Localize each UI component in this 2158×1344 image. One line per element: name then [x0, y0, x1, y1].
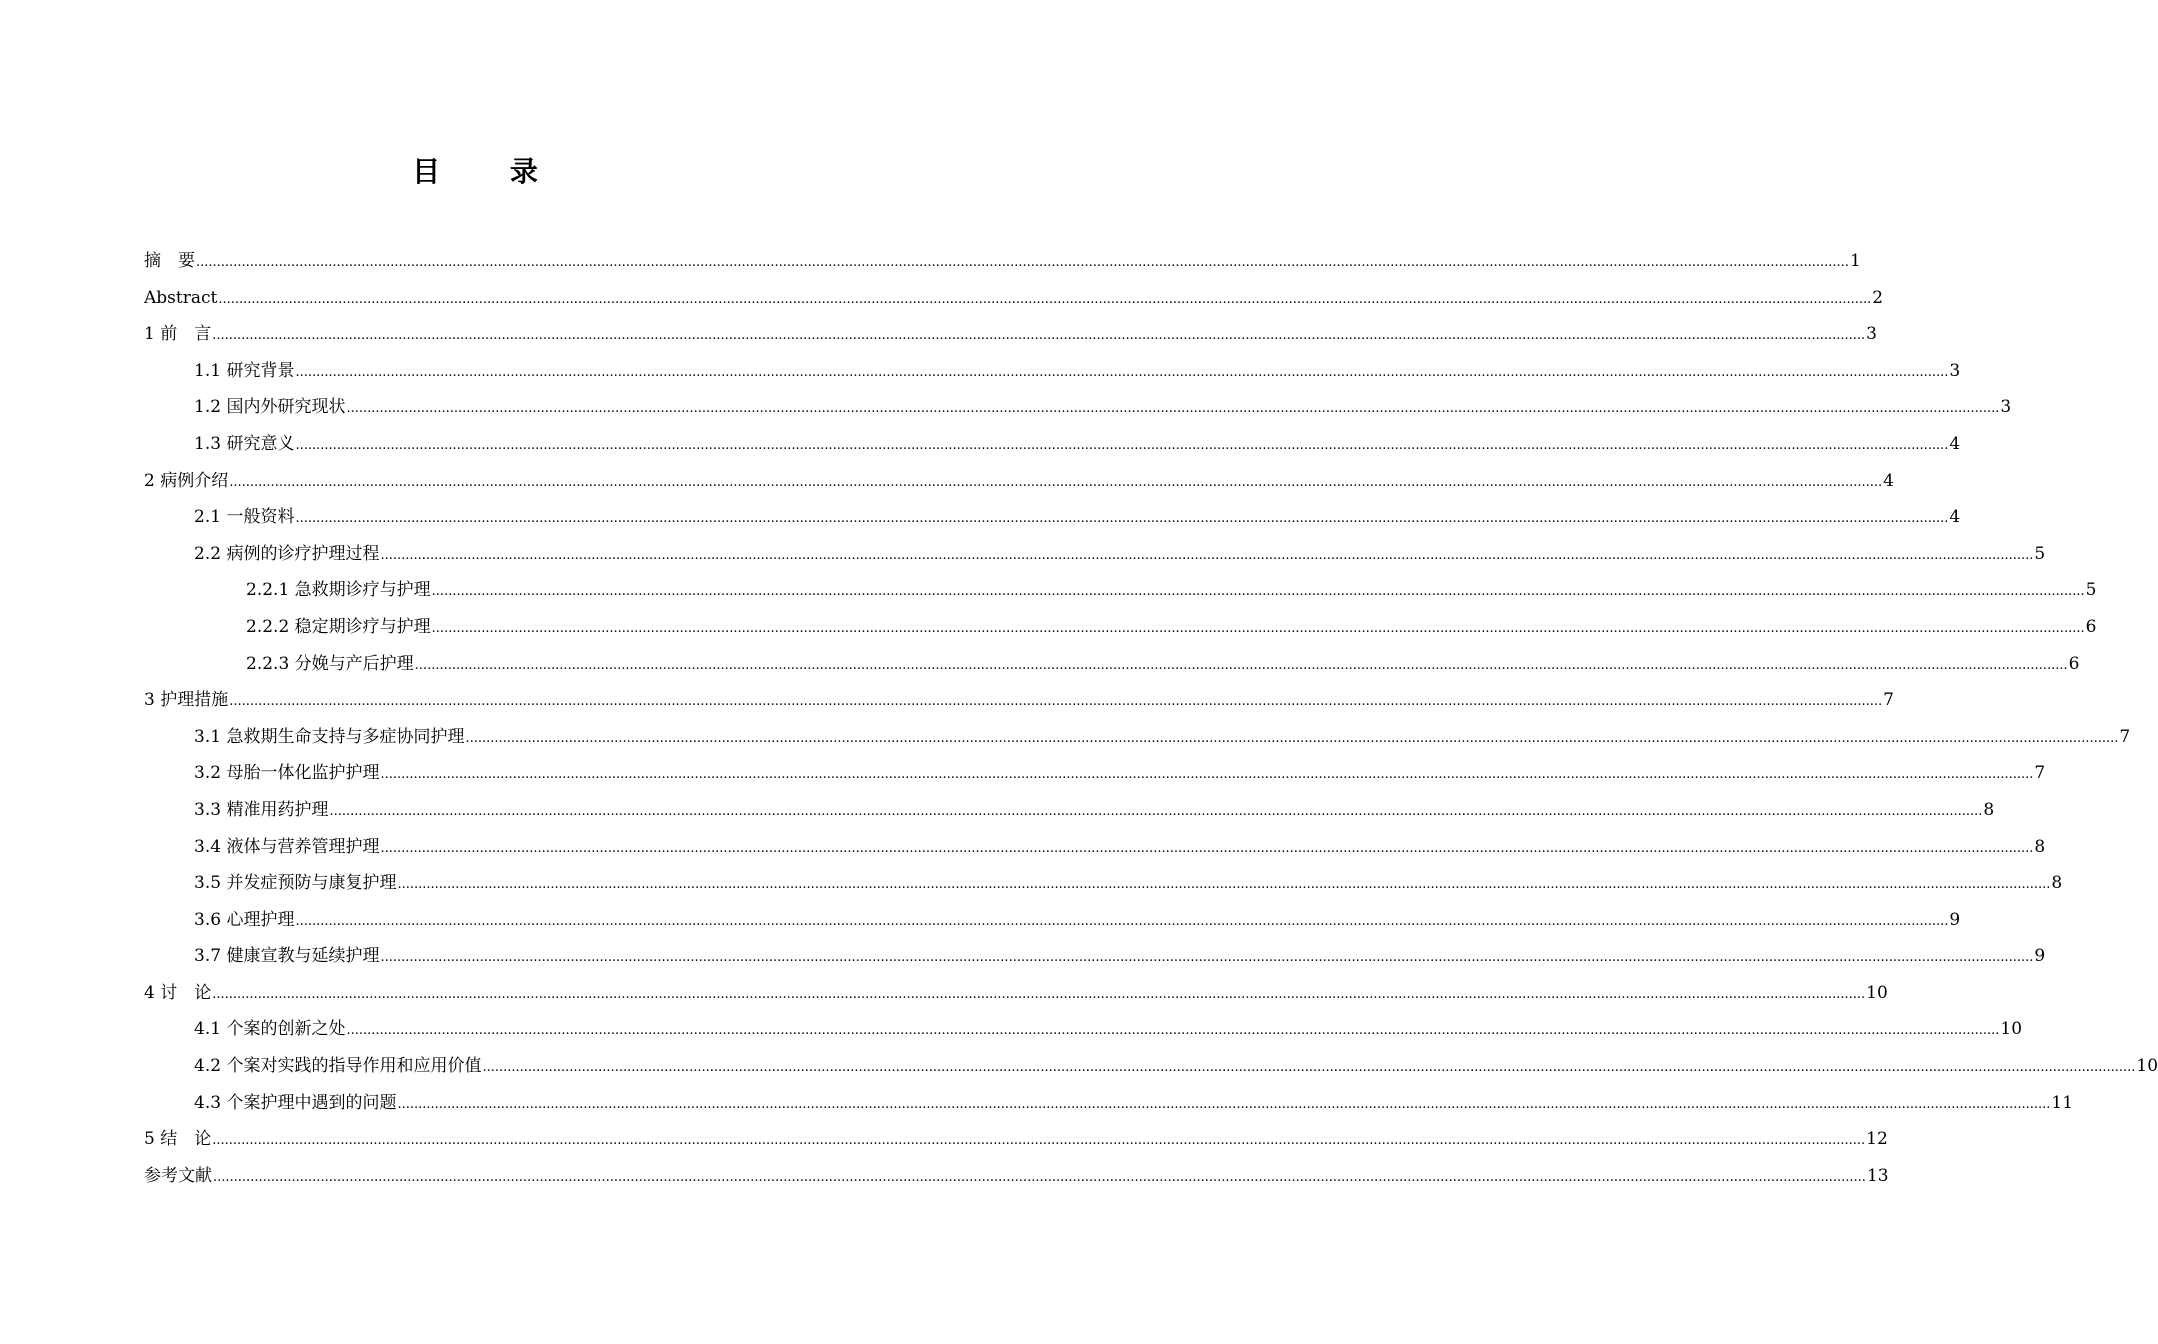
toc-dot-leader: ................................................................................................................................................................................................................................................................................................................................................................................................................ — [380, 767, 2034, 783]
toc-dot-leader: ................................................................................................................................................................................................................................................................................................................................................................................................................ — [295, 437, 1949, 453]
toc-entry-page-number: 10 — [2136, 1056, 2158, 1077]
toc-entry[interactable] — [144, 353, 1961, 390]
toc-entry[interactable] — [144, 609, 2097, 646]
toc-entry-page-number: 2 — [1872, 287, 1884, 308]
toc-entry-label: 参考文献 — [144, 1165, 212, 1186]
toc-entry[interactable] — [144, 682, 1894, 719]
toc-entry[interactable] — [144, 463, 1894, 500]
toc-entry-label: 3.1 急救期生命支持与多症协同护理 — [194, 726, 465, 747]
toc-entry-label: 3.3 精准用药护理 — [194, 799, 329, 820]
toc-entry-page-number: 6 — [2068, 653, 2080, 674]
toc-entry-label: 2.2.1 急救期诊疗与护理 — [246, 580, 431, 601]
toc-entry-label: 1.3 研究意义 — [194, 433, 295, 454]
toc-entry-page-number: 4 — [1883, 470, 1894, 491]
toc-entry-page-number: 10 — [2000, 1019, 2023, 1040]
toc-entry-label: 4.1 个案的创新之处 — [194, 1019, 346, 1040]
toc-dot-leader: ................................................................................................................................................................................................................................................................................................................................................................................................................ — [346, 1023, 2000, 1039]
toc-entry[interactable] — [144, 829, 2046, 866]
toc-dot-leader: ................................................................................................................................................................................................................................................................................................................................................................................................................ — [397, 877, 2051, 893]
toc-entry[interactable] — [144, 719, 2131, 756]
toc-dot-leader: ................................................................................................................................................................................................................................................................................................................................................................................................................ — [218, 291, 1872, 307]
toc-entry-label: 2 病例介绍 — [144, 470, 229, 491]
toc-dot-leader: ................................................................................................................................................................................................................................................................................................................................................................................................................ — [212, 1133, 1866, 1149]
toc-dot-leader: ................................................................................................................................................................................................................................................................................................................................................................................................................ — [295, 364, 1949, 380]
toc-dot-leader: ................................................................................................................................................................................................................................................................................................................................................................................................................ — [229, 474, 1883, 490]
toc-entry[interactable] — [144, 426, 1961, 463]
toc-dot-leader: ................................................................................................................................................................................................................................................................................................................................................................................................................ — [329, 803, 1983, 819]
toc-entry-page-number: 13 — [1866, 1165, 1889, 1186]
toc-entry-page-number: 3 — [2000, 397, 2012, 418]
toc-dot-leader: ................................................................................................................................................................................................................................................................................................................................................................................................................ — [431, 620, 2085, 636]
toc-entry-label: 3.4 液体与营养管理护理 — [194, 836, 380, 857]
toc-entry[interactable] — [144, 389, 2012, 426]
toc-entry[interactable] — [144, 792, 1995, 829]
toc-dot-leader: ................................................................................................................................................................................................................................................................................................................................................................................................................ — [295, 913, 1949, 929]
toc-entry-page-number: 3 — [1949, 360, 1961, 381]
toc-entry-label: 1.2 国内外研究现状 — [194, 397, 346, 418]
toc-entry-page-number: 7 — [1883, 690, 1894, 711]
toc-entry-label: 2.1 一般资料 — [194, 507, 295, 528]
toc-dot-leader: ................................................................................................................................................................................................................................................................................................................................................................................................................ — [380, 950, 2034, 966]
toc-entry[interactable] — [144, 1085, 2074, 1122]
toc-dot-leader: ................................................................................................................................................................................................................................................................................................................................................................................................................ — [212, 986, 1866, 1002]
toc-entry[interactable] — [144, 316, 1877, 353]
toc-entry-label: 2.2.2 稳定期诊疗与护理 — [246, 616, 431, 637]
toc-entry[interactable] — [144, 865, 2063, 902]
toc-entry-label: 3 护理措施 — [144, 690, 229, 711]
toc-entry-page-number: 4 — [1949, 433, 1961, 454]
toc-dot-leader: ................................................................................................................................................................................................................................................................................................................................................................................................................ — [431, 584, 2085, 600]
page-title: 目 录 — [412, 155, 568, 188]
toc-entry[interactable] — [144, 1158, 1889, 1195]
toc-entry-label: 1 前 言 — [144, 324, 212, 345]
toc-entry-page-number: 9 — [2034, 946, 2046, 967]
toc-entry-page-number: 8 — [2051, 873, 2063, 894]
toc-entry-label: 3.5 并发症预防与康复护理 — [194, 873, 397, 894]
toc-entry-page-number: 8 — [2034, 836, 2046, 857]
toc-entry-label: Abstract — [144, 287, 218, 308]
toc-entry[interactable] — [144, 1121, 1888, 1158]
toc-entry-page-number: 1 — [1849, 251, 1861, 271]
toc-dot-leader: ................................................................................................................................................................................................................................................................................................................................................................................................................ — [397, 1096, 2051, 1112]
toc-entry-label: 5 结 论 — [144, 1129, 212, 1150]
toc-entry[interactable] — [144, 1048, 2158, 1085]
toc-dot-leader: ................................................................................................................................................................................................................................................................................................................................................................................................................ — [213, 1169, 1866, 1185]
toc-dot-leader: ................................................................................................................................................................................................................................................................................................................................................................................................................ — [380, 547, 2034, 563]
toc-entry-label: 3.7 健康宣教与延续护理 — [194, 946, 380, 967]
toc-entry-label: 2.2 病例的诊疗护理过程 — [194, 543, 380, 564]
toc-entry[interactable] — [144, 902, 1961, 939]
toc-entry-page-number: 8 — [1983, 799, 1995, 820]
toc-dot-leader: ................................................................................................................................................................................................................................................................................................................................................................................................................ — [196, 255, 1849, 270]
toc-entry[interactable] — [144, 243, 1861, 280]
toc-entry-page-number: 6 — [2085, 616, 2097, 637]
toc-entry-label: 摘 要 — [144, 251, 195, 271]
toc-entry-page-number: 9 — [1949, 909, 1961, 930]
toc-entry-page-number: 11 — [2051, 1092, 2074, 1113]
toc-entry-page-number: 3 — [1866, 324, 1877, 345]
toc-dot-leader: ................................................................................................................................................................................................................................................................................................................................................................................................................ — [212, 328, 1866, 344]
toc-entry-label: 2.2.3 分娩与产后护理 — [246, 653, 414, 674]
toc-dot-leader: ................................................................................................................................................................................................................................................................................................................................................................................................................ — [295, 511, 1949, 527]
toc-entry-page-number: 5 — [2034, 543, 2046, 564]
toc-dot-leader: ................................................................................................................................................................................................................................................................................................................................................................................................................ — [380, 840, 2034, 856]
toc-entry-page-number: 10 — [1866, 982, 1888, 1003]
toc-entry-page-number: 7 — [2119, 726, 2131, 747]
toc-entry-label: 4 讨 论 — [144, 982, 212, 1003]
toc-entry[interactable] — [144, 755, 2046, 792]
toc-entry[interactable] — [144, 938, 2046, 975]
toc-entry[interactable] — [144, 499, 1961, 536]
toc-dot-leader: ................................................................................................................................................................................................................................................................................................................................................................................................................ — [414, 657, 2068, 673]
toc-entry-label: 1.1 研究背景 — [194, 360, 295, 381]
toc-entry[interactable] — [144, 1011, 2023, 1048]
toc-entry-page-number: 4 — [1949, 507, 1961, 528]
toc-entry-label: 4.3 个案护理中遇到的问题 — [194, 1092, 397, 1113]
toc-dot-leader: ................................................................................................................................................................................................................................................................................................................................................................................................................ — [229, 694, 1883, 710]
toc-entry-label: 4.2 个案对实践的指导作用和应用价值 — [194, 1056, 482, 1077]
toc-entry-label: 3.6 心理护理 — [194, 909, 295, 930]
toc-entry[interactable] — [144, 536, 2046, 573]
toc-entry-page-number: 5 — [2085, 580, 2097, 601]
toc-entry-page-number: 7 — [2034, 763, 2046, 784]
toc-dot-leader: ................................................................................................................................................................................................................................................................................................................................................................................................................ — [482, 1060, 2136, 1076]
toc-dot-leader: ................................................................................................................................................................................................................................................................................................................................................................................................................ — [465, 730, 2119, 746]
toc-entry[interactable] — [144, 646, 2080, 683]
toc-entry-page-number: 12 — [1866, 1129, 1888, 1150]
toc-entry[interactable] — [144, 975, 1888, 1012]
toc-dot-leader: ................................................................................................................................................................................................................................................................................................................................................................................................................ — [346, 401, 2000, 417]
toc-entry[interactable] — [144, 280, 1884, 317]
toc-entry[interactable] — [144, 572, 2097, 609]
table-of-contents — [144, 243, 2158, 1194]
toc-entry-label: 3.2 母胎一体化监护护理 — [194, 763, 380, 784]
